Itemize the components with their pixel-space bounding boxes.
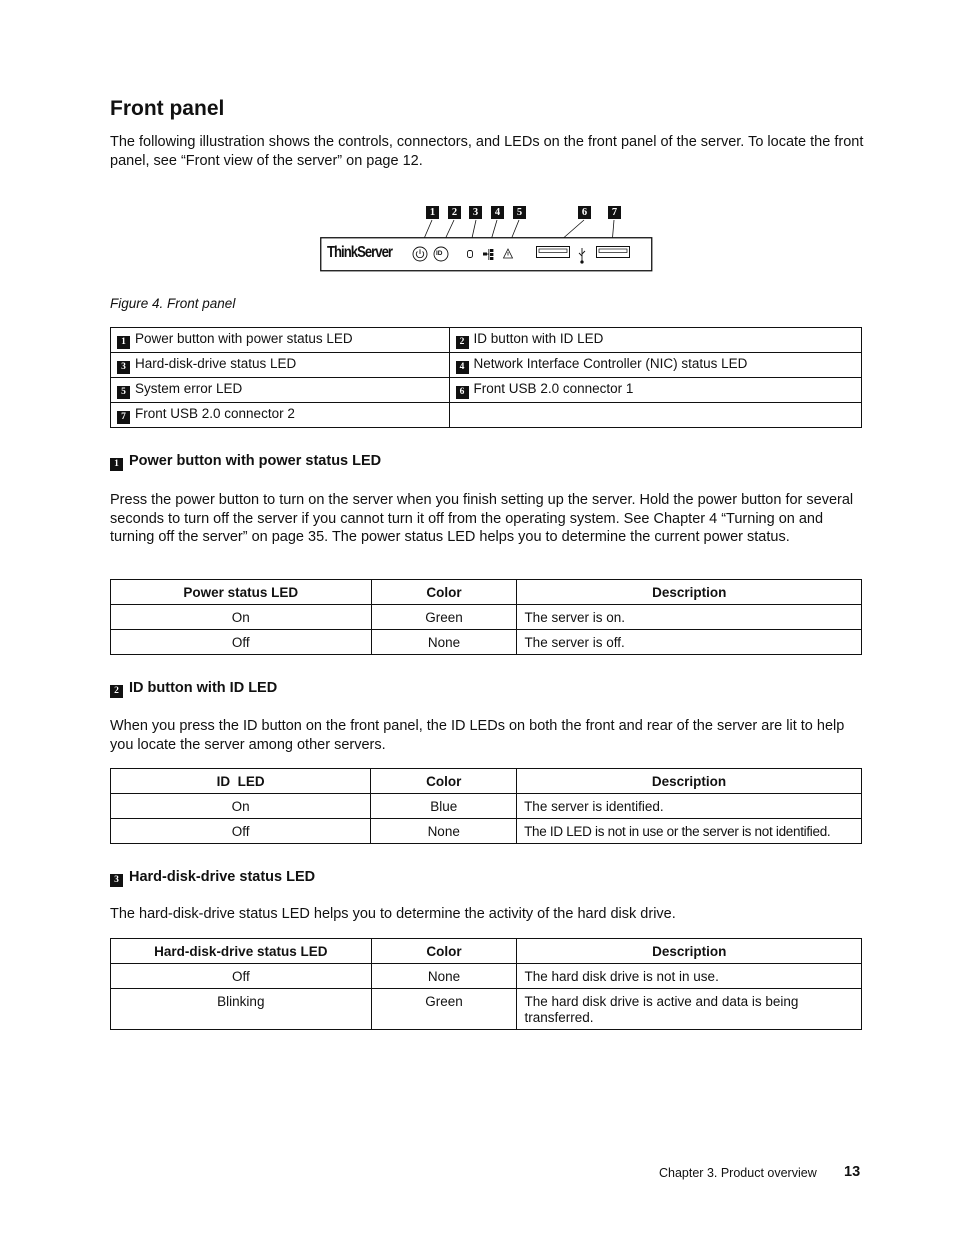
callout-6: 6 (578, 206, 591, 219)
table-cell: On (111, 794, 371, 819)
column-header: Color (371, 939, 517, 964)
power-led-table (110, 579, 862, 655)
legend-label: System error LED (135, 381, 243, 396)
callout-7: 7 (608, 206, 621, 219)
table-header-row (111, 580, 862, 605)
callout-badge: 2 (110, 685, 123, 698)
callout-badge: 4 (456, 361, 469, 374)
table-row (111, 794, 862, 819)
table-cell: Blue (371, 794, 517, 819)
column-header: Power status LED (111, 580, 372, 605)
callout-4: 4 (491, 206, 504, 219)
id-label: ID (436, 250, 443, 257)
table-cell: The server is identified. (517, 794, 862, 819)
table-row (111, 964, 862, 989)
table-header-row (111, 939, 862, 964)
column-header: Description (517, 939, 862, 964)
table-cell: Off (111, 964, 372, 989)
legend-label: ID button with ID LED (473, 331, 604, 346)
table-cell: Off (111, 819, 371, 844)
id-led-table (110, 768, 862, 844)
table-cell: None (371, 819, 517, 844)
legend-label: Hard-disk-drive status LED (135, 356, 297, 371)
callout-badge: 3 (110, 874, 123, 887)
legend-cell (449, 353, 861, 378)
column-header: Hard-disk-drive status LED (111, 939, 372, 964)
table-row (111, 378, 862, 403)
table-row (111, 989, 862, 1030)
callout-badge: 1 (110, 458, 123, 471)
table-cell: The hard disk drive is not in use. (517, 964, 862, 989)
hdd-led-table (110, 938, 862, 1030)
section-heading-hdd (110, 869, 315, 887)
section-heading-text: ID button with ID LED (129, 680, 278, 696)
callout-1: 1 (426, 206, 439, 219)
callout-3: 3 (469, 206, 482, 219)
table-cell: Green (371, 605, 517, 630)
table-header-row (111, 769, 862, 794)
table-row (111, 353, 862, 378)
table-cell: None (371, 630, 517, 655)
column-header: Color (371, 769, 517, 794)
page-number: 13 (844, 1164, 861, 1180)
callout-badge: 5 (117, 386, 130, 399)
table-cell: None (371, 964, 517, 989)
legend-cell (111, 328, 450, 353)
table-cell: On (111, 605, 372, 630)
front-panel-drawing (320, 204, 660, 276)
table-cell: Blinking (111, 989, 372, 1030)
legend-cell (111, 378, 450, 403)
table-row (111, 819, 862, 844)
table-cell: The server is on. (517, 605, 862, 630)
callout-badge: 3 (117, 361, 130, 374)
legend-label: Network Interface Controller (NIC) status LED (473, 356, 748, 371)
table-row (111, 403, 862, 428)
table-row (111, 605, 862, 630)
callout-badge: 6 (456, 386, 469, 399)
section-heading-id (110, 680, 277, 698)
legend-cell-empty (449, 403, 861, 428)
column-header: Description (517, 769, 862, 794)
legend-label: Power button with power status LED (135, 331, 353, 346)
id-paragraph: When you press the ID button on the front panel, the ID LEDs on both the front and rear of the server are lit to help you locate the server among other servers. (110, 718, 845, 753)
page-title: Front panel (110, 97, 225, 120)
footer-chapter: Chapter 3. Product overview (659, 1166, 817, 1180)
legend-label: Front USB 2.0 connector 1 (473, 381, 634, 396)
intro-paragraph: The following illustration shows the controls, connectors, and LEDs on the front panel of the server. To locate the front panel, see “Front view of the server” on page 12. (110, 134, 864, 169)
section-heading-text: Hard-disk-drive status LED (129, 869, 316, 885)
figure-caption: Figure 4. Front panel (110, 296, 236, 311)
table-row (111, 630, 862, 655)
callout-5: 5 (513, 206, 526, 219)
callout-badge: 1 (117, 336, 130, 349)
table-row (111, 328, 862, 353)
legend-cell (111, 353, 450, 378)
section-heading-text: Power button with power status LED (129, 453, 382, 469)
hdd-paragraph: The hard-disk-drive status LED helps you to determine the activity of the hard disk drive. (110, 906, 676, 922)
legend-table (110, 327, 862, 428)
callout-badge: 7 (117, 411, 130, 424)
column-header: Description (517, 580, 862, 605)
column-header: Color (371, 580, 517, 605)
column-header: ID LED (111, 769, 371, 794)
legend-cell (111, 403, 450, 428)
callout-badge: 2 (456, 336, 469, 349)
section-heading-power (110, 453, 381, 471)
legend-label: Front USB 2.0 connector 2 (135, 406, 295, 421)
thinkserver-logo: ThinkServer (327, 244, 393, 261)
power-paragraph: Press the power button to turn on the server when you finish setting up the server. Hold the power button for several seconds to turn off the server if you cannot turn it off from the operating system. See Chapter 4 “Turning on and turning off the server” on page 35. The power status LED helps you to determine the current power status. (110, 492, 854, 545)
legend-cell (449, 378, 861, 403)
table-cell: The hard disk drive is active and data is being transferred. (517, 989, 862, 1030)
legend-cell (449, 328, 861, 353)
table-cell: Off (111, 630, 372, 655)
table-cell: The ID LED is not in use or the server is not identified. (517, 819, 862, 844)
front-panel-figure (320, 204, 660, 276)
table-cell: Green (371, 989, 517, 1030)
callout-2: 2 (448, 206, 461, 219)
table-cell: The server is off. (517, 630, 862, 655)
